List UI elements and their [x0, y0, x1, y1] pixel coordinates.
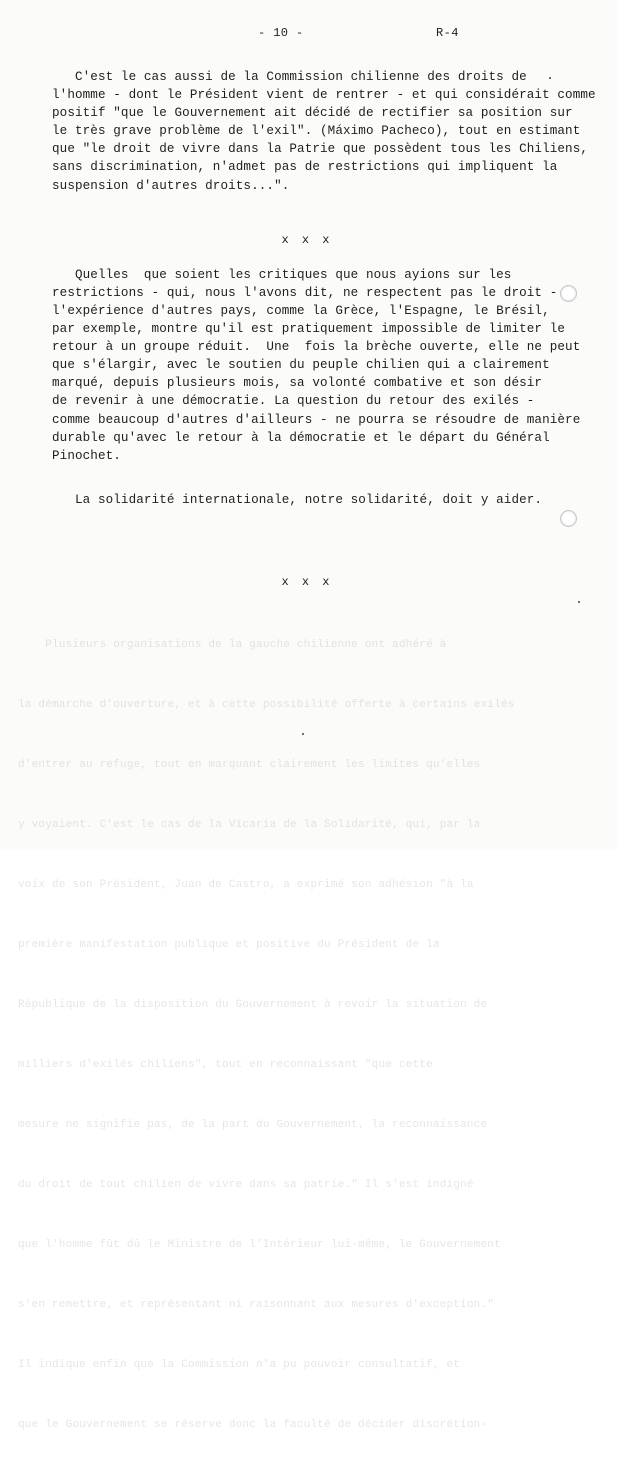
text-line: que s'élargir, avec le soutien du peuple chilien qui a clairement	[52, 358, 550, 373]
text-line: de revenir à une démocratie. La question du retour des exilés -	[52, 394, 535, 409]
bleed-through-text	[0, 595, 617, 1431]
bleed-line: milliers d'exilés chiliens", tout en reconnaissant "que cette	[18, 1059, 433, 1071]
page-header	[0, 26, 617, 46]
ink-speck	[549, 77, 551, 79]
bleed-line: Il indique enfin que la Commission n'a pu pouvoir consultatif, et	[18, 1359, 461, 1371]
punch-hole	[560, 285, 577, 302]
text-line: Quelles que soient les critiques que nous ayions sur les	[52, 267, 512, 282]
bleed-line: République de la disposition du Gouvernement à revoir la situation de	[18, 999, 488, 1011]
section-separator: x x x	[281, 574, 333, 589]
ink-speck	[302, 733, 304, 735]
bleed-line: la démarche d'ouverture, et à cette possibilité offerte à certains exilés	[18, 699, 515, 711]
text-line: par exemple, montre qu'il est pratiquement impossible de limiter le	[52, 322, 566, 337]
bleed-line: du droit de tout chilien de vivre dans sa patrie." Il s'est indigné	[18, 1179, 474, 1191]
text-line: restrictions - qui, nous l'avons dit, ne respectent pas le droit -	[52, 285, 558, 300]
text-line: La solidarité internationale, notre solidarité, doit y aider.	[52, 492, 543, 507]
bleed-line: que le Gouvernement se réserve donc la faculté de décider discrétion-	[18, 1419, 488, 1431]
text-line: durable qu'avec le retour à la démocratie et le départ du Général	[52, 430, 550, 445]
text-line: le très grave problème de l'exil". (Máximo Pacheco), tout en estimant	[52, 124, 581, 139]
text-line: marqué, depuis plusieurs mois, sa volonté combative et son désir	[52, 376, 543, 391]
bleed-line: que l'homme fût dû le Ministre de l'Intérieur lui-même, le Gouvernement	[18, 1239, 501, 1251]
text-line: que "le droit de vivre dans la Patrie que possèdent tous les Chiliens,	[52, 142, 589, 157]
paragraph-critiques	[52, 266, 581, 465]
text-line: Pinochet.	[52, 448, 121, 463]
bleed-line: y voyaient. C'est le cas de la Vicaria de la Solidarité, qui, par la	[18, 819, 481, 831]
text-line: sans discrimination, n'admet pas de restrictions qui impliquent la	[52, 160, 558, 175]
section-separator: x x x	[281, 232, 333, 247]
bleed-line: mesure ne signifie pas, de la part du Gouvernement, la reconnaissance	[18, 1119, 488, 1131]
text-line: suspension d'autres droits...".	[52, 178, 290, 193]
bleed-line: voix de son Président, Juan de Castro, a exprimé son adhésion "à la	[18, 879, 474, 891]
document-body	[52, 68, 596, 591]
paragraph-solidarity	[52, 491, 562, 509]
bleed-line: d'entrer au refuge, tout en marquant clairement les limites qu'elles	[18, 759, 481, 771]
page-number: - 10 -	[258, 26, 304, 40]
text-line: positif "que le Gouvernement ait décidé de rectifier sa position sur	[52, 106, 573, 121]
bleed-line: première manifestation publique et positive du Président de la	[18, 939, 440, 951]
document-reference: R-4	[436, 26, 459, 40]
bleed-line: Plusieurs organisations de la gauche chilienne ont adhéré à	[18, 639, 447, 651]
punch-hole	[560, 510, 577, 527]
text-line: comme beaucoup d'autres d'ailleurs - ne pourra se résoudre de manière	[52, 412, 581, 427]
ink-speck	[578, 601, 580, 603]
text-line: l'expérience d'autres pays, comme la Grèce, l'Espagne, le Brésil,	[52, 303, 550, 318]
text-line: retour à un groupe réduit. Une fois la brèche ouverte, elle ne peut	[52, 340, 581, 355]
text-line: l'homme - dont le Président vient de rentrer - et qui considérait comme	[52, 88, 596, 103]
bleed-line: s'en remettre, et représentant ni raisonnant aux mesures d'exception."	[18, 1299, 495, 1311]
paragraph-commission	[52, 68, 596, 195]
text-line: C'est le cas aussi de la Commission chilienne des droits de	[52, 70, 527, 84]
